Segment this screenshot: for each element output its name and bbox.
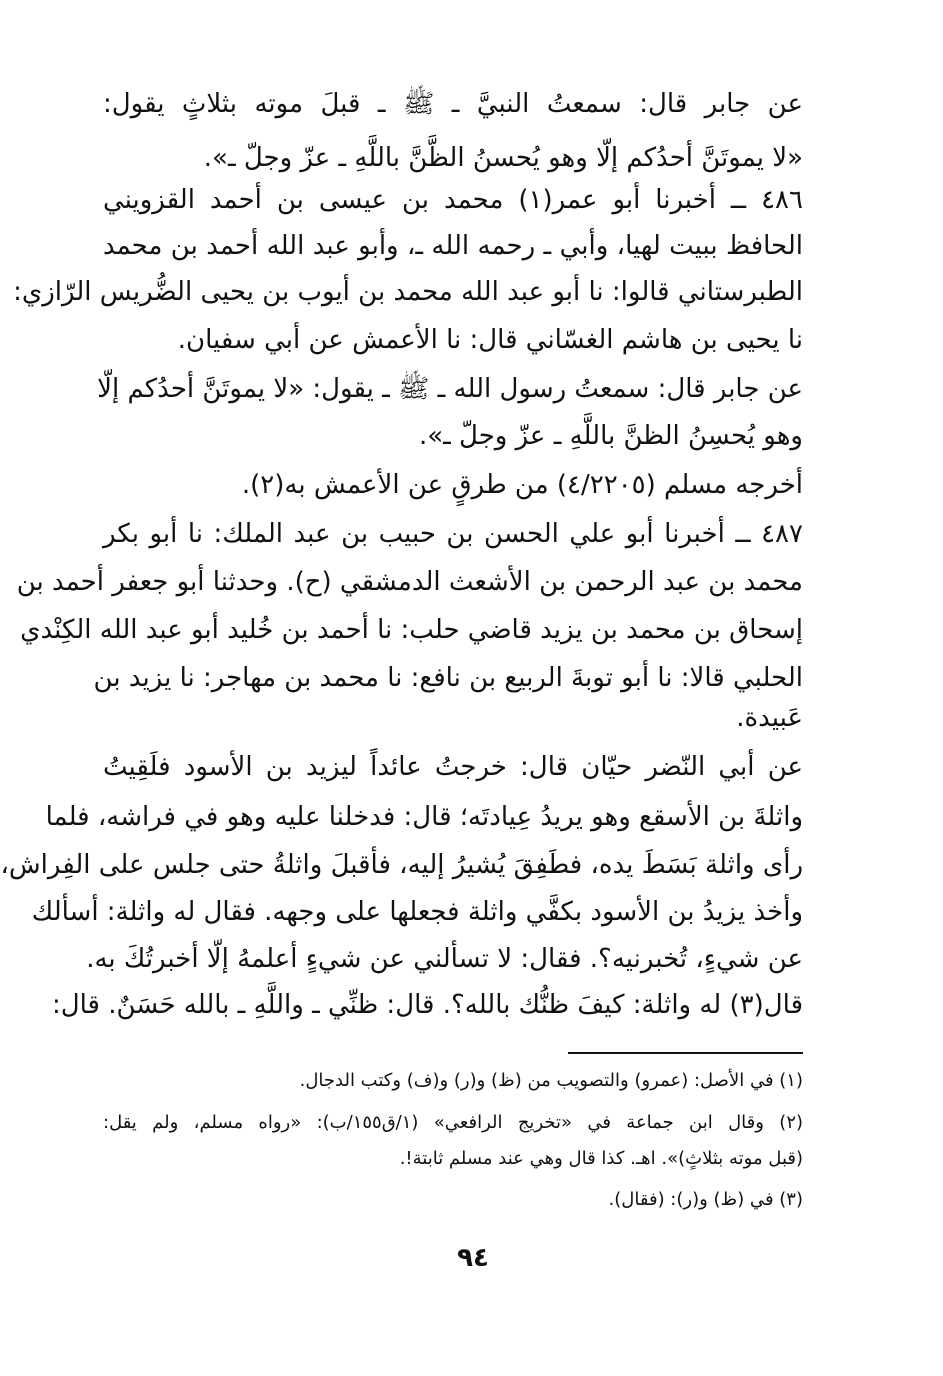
- footnote-line: (قبل موته بثلاثٍ)». اهـ. كذا قال وهي عند مسلم ثابتة!.: [399, 1148, 803, 1169]
- footnote-line: (٣) في (ظ) و(ر): (فقال).: [608, 1189, 803, 1210]
- text-line: ٤٨٧ ــ أخبرنا أبو علي الحسن بن حبيب بن عبد الملك: نا أبو بكر: [103, 519, 803, 549]
- footnote-divider: [568, 1052, 803, 1054]
- text-line: عن شيءٍ، تُخبرنيه؟. فقال: لا تسألني عن شيءٍ أعلمهُ إلّا أخبرتُكَ به.: [86, 944, 803, 974]
- text-line: عن جابر قال: سمعتُ رسول الله ـ ﷺ ـ يقول: «لا يموتَنَّ أحدُكم إلّا: [97, 374, 803, 404]
- text-line: الحافظ ببيت لهيا، وأبي ـ رحمه الله ـ، وأبو عبد الله أحمد بن محمد: [103, 231, 803, 261]
- page-number: ٩٤: [457, 1243, 489, 1273]
- text-line: محمد بن عبد الرحمن بن الأشعث الدمشقي (ح). وحدثنا أبو جعفر أحمد بن: [16, 567, 803, 597]
- text-line: ٤٨٦ ــ أخبرنا أبو عمر(١) محمد بن عيسى بن أحمد القزويني: [103, 185, 803, 215]
- text-line: «لا يموتَنَّ أحدُكم إلّا وهو يُحسنُ الظَّنَّ باللَّهِ ـ عزّ وجلّ ـ».: [203, 143, 803, 173]
- text-line: عن أبي النّضر حيّان قال: خرجتُ عائداً ليزيد بن الأسود فلَقِيتُ: [103, 752, 803, 782]
- footnote-line: (١) في الأصل: (عمرو) والتصويب من (ظ) و(ر) و(ف) وكتب الدجال.: [299, 1070, 803, 1091]
- text-line: عَبيدة.: [736, 703, 803, 733]
- text-line: عن جابر قال: سمعتُ النبيَّ ـ ﷺ ـ قبلَ موته بثلاثٍ يقول:: [103, 89, 803, 119]
- text-line: وأخذ يزيدُ بن الأسود بكفَّي واثلة فجعلها على وجهه. فقال له واثلة: أسألك: [31, 897, 803, 927]
- text-line: الطبرستاني قالوا: نا أبو عبد الله محمد بن أيوب بن يحيى الضُّريس الرّازي:: [13, 277, 803, 307]
- footnote-line: (٢) وقال ابن جماعة في «تخريج الرافعي» (١/ق١٥٥/ب): «رواه مسلم، ولم يقل:: [103, 1112, 804, 1133]
- text-line: الحلبي قالا: نا أبو توبةَ الربيع بن نافع: نا محمد بن مهاجر: نا يزيد بن: [93, 663, 803, 693]
- text-line: وهو يُحسِنُ الظنَّ باللَّهِ ـ عزّ وجلّ ـ».: [418, 421, 803, 451]
- text-line: رأى واثلة بَسَطَ يده، فطَفِقَ يُشيرُ إليه، فأقبلَ واثلةُ حتى جلس على الفِراش،: [0, 850, 803, 880]
- text-line: أخرجه مسلم (٤/٢٢٠٥) من طرقٍ عن الأعمش به(٢).: [241, 470, 803, 500]
- text-line: نا يحيى بن هاشم الغسّاني قال: نا الأعمش عن أبي سفيان.: [177, 325, 803, 355]
- text-line: إسحاق بن محمد بن يزيد قاضي حلب: نا أحمد بن خُليد أبو عبد الله الكِنْدي: [20, 615, 803, 645]
- text-line: واثلةَ بن الأسقع وهو يريدُ عِيادتَه؛ قال: فدخلنا عليه وهو في فراشه، فلما: [45, 802, 803, 832]
- text-line: قال(٣) له واثلة: كيفَ ظنُّك بالله؟. قال: ظنِّي ـ واللَّهِ ـ بالله حَسَنٌ. قال:: [51, 990, 803, 1020]
